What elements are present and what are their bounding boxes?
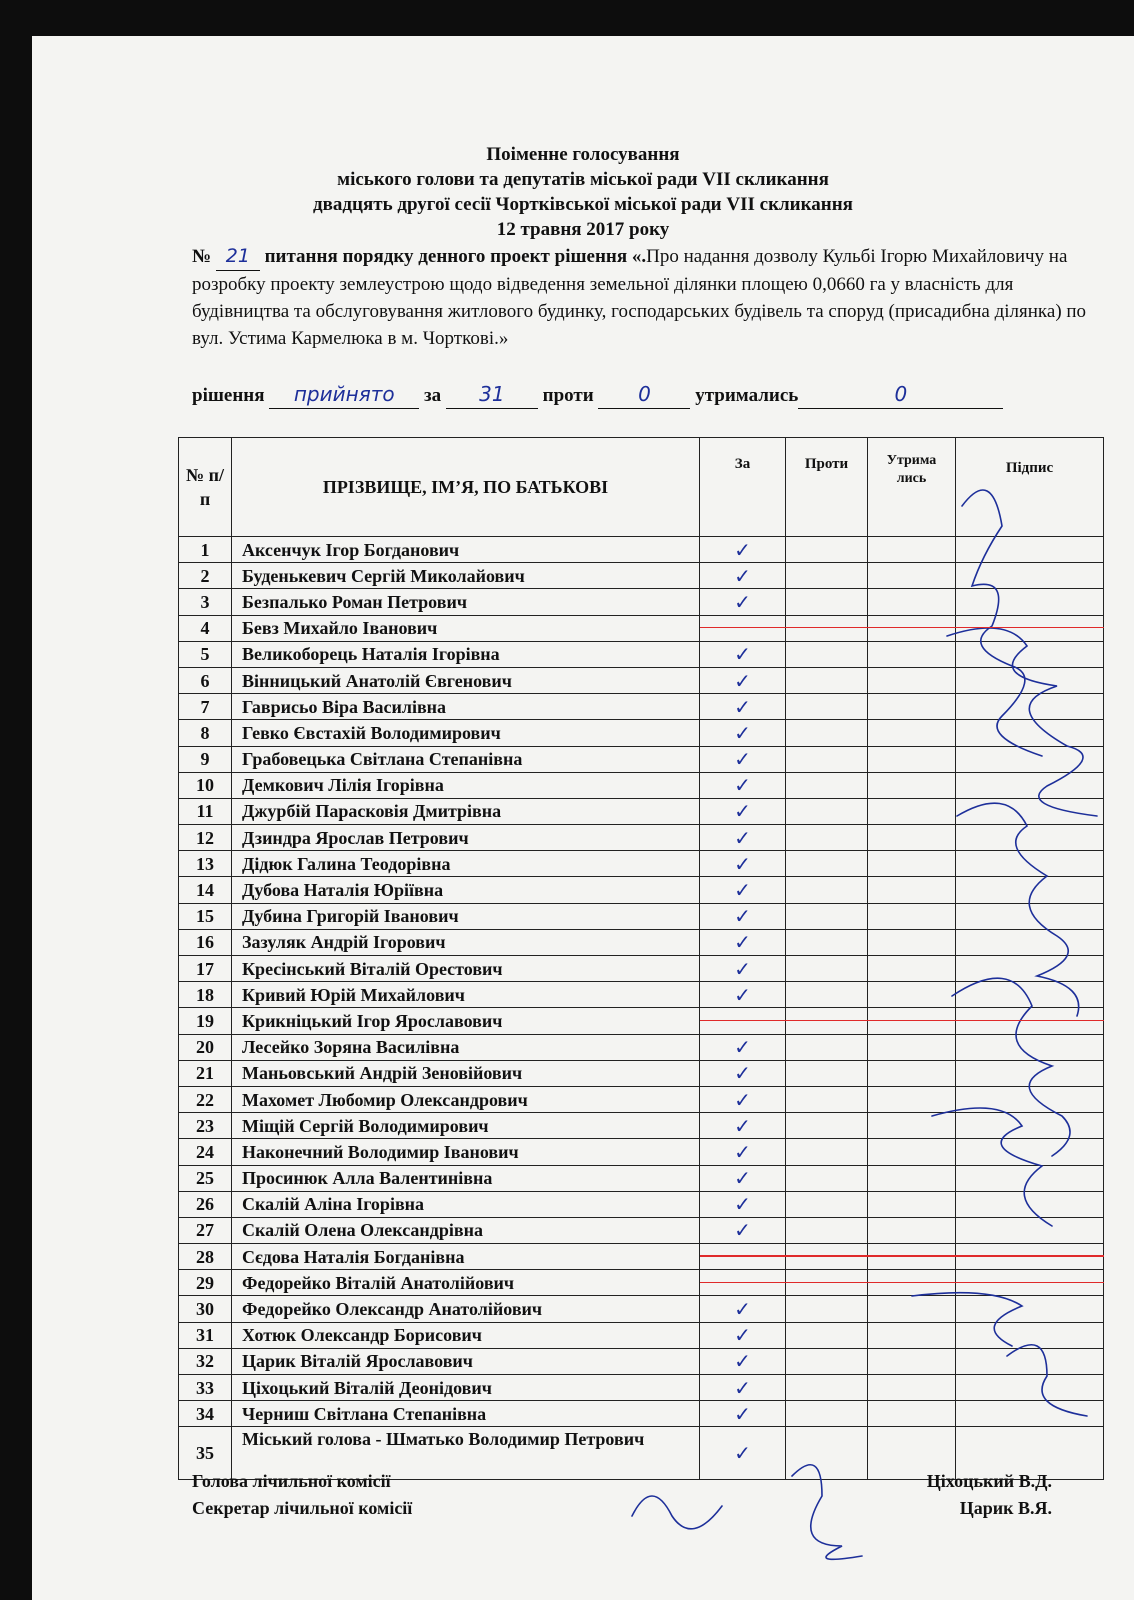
signature-cell [956,825,1104,851]
table-row [179,877,1104,903]
vote-abstain-cell [868,746,956,772]
vote-abstain-cell [868,851,956,877]
deputy-name: Грабовецька Світлана Степанівна [232,746,700,772]
vote-against-cell [786,929,868,955]
row-number: 32 [179,1348,232,1374]
deputy-name: Федорейко Віталій Анатолійович [232,1270,700,1296]
vote-against-cell [786,537,868,563]
table-row [179,1165,1104,1191]
table-row [179,798,1104,824]
row-number: 5 [179,641,232,667]
row-number: 23 [179,1113,232,1139]
table-row [179,982,1104,1008]
vote-for-cell: ✓ [700,1060,786,1086]
signature-cell [956,720,1104,746]
vote-for-cell: ✓ [700,851,786,877]
table-row [179,589,1104,615]
signature-cell [956,1060,1104,1086]
signature-cell [956,851,1104,877]
vote-for-cell: ✓ [700,537,786,563]
row-number: 20 [179,1034,232,1060]
row-number: 31 [179,1322,232,1348]
signature-cell [956,563,1104,589]
deputy-name: Дзиндра Ярослав Петрович [232,825,700,851]
table-row [179,1086,1104,1112]
row-number: 18 [179,982,232,1008]
deputy-name: Махомет Любомир Олександрович [232,1086,700,1112]
signature-cell [956,982,1104,1008]
table-row [179,929,1104,955]
signature-cell [956,1401,1104,1427]
deputy-name: Дідюк Галина Теодорівна [232,851,700,877]
table-row [179,1217,1104,1243]
deputy-name: Міщій Сергій Володимирович [232,1113,700,1139]
signature-cell [956,798,1104,824]
row-number: 12 [179,825,232,851]
signature-cell [956,746,1104,772]
row-number: 33 [179,1375,232,1401]
vote-for-cell: ✓ [700,1086,786,1112]
row-number: 27 [179,1217,232,1243]
signature-cell [956,537,1104,563]
row-number: 11 [179,798,232,824]
vote-against-cell [786,1217,868,1243]
vote-against-cell [786,746,868,772]
abstain-label: утримались [695,385,799,406]
deputy-name: Гаврисьо Віра Василівна [232,694,700,720]
vote-abstain-cell [868,798,956,824]
row-number: 35 [179,1427,232,1480]
for-label: за [424,385,442,406]
vote-abstain-cell [868,589,956,615]
table-row [179,563,1104,589]
deputy-name: Кресінський Віталій Орестович [232,956,700,982]
header-signature: Підпис [956,438,1104,537]
deputy-name: Буденькевич Сергій Миколайович [232,563,700,589]
vote-for-cell: ✓ [700,1139,786,1165]
vote-for-cell: ✓ [700,667,786,693]
issue-text: Про надання дозволу Кульбі Ігорю Михайловичу на розробку проекту землеустрою щодо відведення земельної ділянки площею 0,0660 га у власність для будівництва та обслуговування житлового будинку, господарських будівель та споруд (присадибна ділянка) по вул. Устима Кармелюка в м. Чорткові.» [192,246,1087,349]
signature-cell [956,694,1104,720]
decision-line [192,380,1112,410]
abstain-count: 0 [798,380,1003,409]
row-number: 7 [179,694,232,720]
absent-strike-line [700,627,1104,629]
table-row [179,956,1104,982]
title-line-2: міського голови та депутатів міської ради VII скликання [337,169,829,190]
deputy-name: Гевко Євстахій Володимирович [232,720,700,746]
signature-cell [956,903,1104,929]
deputy-name: Скалій Аліна Ігорівна [232,1191,700,1217]
vote-abstain-cell [868,1034,956,1060]
vote-against-cell [786,772,868,798]
chair-name: Ціхоцький В.Д. [926,1471,1052,1491]
signature-cell [956,1034,1104,1060]
vote-for-cell: ✓ [700,1401,786,1427]
table-row [179,1322,1104,1348]
table-row [179,825,1104,851]
vote-table-body [179,537,1104,1480]
row-number: 3 [179,589,232,615]
signature-cell [956,1165,1104,1191]
vote-abstain-cell [868,956,956,982]
vote-against-cell [786,1139,868,1165]
decision-label: рішення [192,385,265,406]
vote-for-cell: ✓ [700,1348,786,1374]
signature-cell [956,1375,1104,1401]
row-number: 26 [179,1191,232,1217]
signature-cell [956,1322,1104,1348]
vote-abstain-cell [868,982,956,1008]
against-count: 0 [598,380,690,409]
vote-against-cell [786,877,868,903]
vote-abstain-cell [868,1060,956,1086]
row-number: 8 [179,720,232,746]
deputy-name: Крикніцький Ігор Ярославович [232,1008,700,1034]
vote-for-cell: ✓ [700,903,786,929]
row-number: 34 [179,1401,232,1427]
row-number: 16 [179,929,232,955]
agenda-issue [192,243,1112,352]
vote-against-cell [786,798,868,824]
signature-cell [956,589,1104,615]
vote-abstain-cell [868,694,956,720]
table-row [179,1348,1104,1374]
deputy-name: Федорейко Олександр Анатолійович [232,1296,700,1322]
secretary-name: Царик В.Я. [959,1498,1052,1518]
deputy-name: Джурбій Парасковія Дмитрівна [232,798,700,824]
absent-strike-line [700,1255,1104,1257]
vote-abstain-cell [868,1086,956,1112]
title-date: 12 травня 2017 року [496,219,670,240]
signature-cell [956,1348,1104,1374]
header-against: Проти [786,438,868,537]
header-abstain: Утрима лись [868,438,956,537]
vote-against-cell [786,694,868,720]
deputy-name: Просинюк Алла Валентинівна [232,1165,700,1191]
vote-against-cell [786,1348,868,1374]
deputy-name: Бевз Михайло Іванович [232,615,700,641]
vote-abstain-cell [868,903,956,929]
row-number: 9 [179,746,232,772]
vote-for-cell: ✓ [700,563,786,589]
vote-for-cell: ✓ [700,1217,786,1243]
table-row [179,537,1104,563]
vote-abstain-cell [868,1401,956,1427]
vote-against-cell [786,1401,868,1427]
vote-against-cell [786,903,868,929]
row-number: 25 [179,1165,232,1191]
deputy-name: Царик Віталій Ярославович [232,1348,700,1374]
table-row [179,720,1104,746]
vote-for-cell: ✓ [700,1165,786,1191]
table-row [179,1113,1104,1139]
row-number: 29 [179,1270,232,1296]
deputy-name: Лесейко Зоряна Василівна [232,1034,700,1060]
vote-for-cell: ✓ [700,825,786,851]
deputy-name: Черниш Світлана Степанівна [232,1401,700,1427]
signature-cell [956,956,1104,982]
table-row [179,1139,1104,1165]
row-number: 4 [179,615,232,641]
row-number: 13 [179,851,232,877]
vote-for-cell: ✓ [700,956,786,982]
deputy-name: Наконечний Володимир Іванович [232,1139,700,1165]
issue-heading: питання порядку денного проект рішення «. [264,246,647,267]
deputy-name: Хотюк Олександр Борисович [232,1322,700,1348]
vote-against-cell [786,1165,868,1191]
vote-for-cell: ✓ [700,720,786,746]
vote-abstain-cell [868,1322,956,1348]
vote-abstain-cell [868,772,956,798]
vote-against-cell [786,720,868,746]
vote-against-cell [786,589,868,615]
table-row [179,694,1104,720]
table-row [179,1191,1104,1217]
row-number: 19 [179,1008,232,1034]
signature-cell [956,1086,1104,1112]
vote-for-cell: ✓ [700,1191,786,1217]
vote-against-cell [786,982,868,1008]
vote-for-cell: ✓ [700,1322,786,1348]
absent-strike-line [700,1020,1104,1022]
vote-against-cell [786,1086,868,1112]
deputy-name: Скалій Олена Олександрівна [232,1217,700,1243]
table-row [179,667,1104,693]
vote-against-cell [786,1113,868,1139]
vote-abstain-cell [868,537,956,563]
deputy-name: Міський голова - Шматько Володимир Петрович [232,1427,700,1480]
row-number: 17 [179,956,232,982]
signature-cell [956,1113,1104,1139]
issue-number-sign: № [192,246,212,267]
header-name: ПРІЗВИЩЕ, ІМ’Я, ПО БАТЬКОВІ [232,438,700,537]
vote-abstain-cell [868,1113,956,1139]
vote-abstain-cell [868,641,956,667]
vote-for-cell: ✓ [700,877,786,903]
vote-abstain-cell [868,720,956,746]
signature-cell [956,772,1104,798]
row-number: 15 [179,903,232,929]
vote-against-cell [786,1034,868,1060]
row-number: 28 [179,1244,232,1270]
vote-for-cell: ✓ [700,929,786,955]
header-number: № п/п [179,438,232,537]
vote-against-cell [786,1322,868,1348]
vote-against-cell [786,563,868,589]
vote-against-cell [786,1191,868,1217]
row-number: 6 [179,667,232,693]
vote-for-cell: ✓ [700,1113,786,1139]
vote-abstain-cell [868,929,956,955]
vote-against-cell [786,1296,868,1322]
signature-cell [956,929,1104,955]
vote-against-cell [786,667,868,693]
row-number: 22 [179,1086,232,1112]
vote-abstain-cell [868,1217,956,1243]
absent-strike-line [700,1282,1104,1284]
deputy-name: Демкович Лілія Ігорівна [232,772,700,798]
signature-cell [956,1296,1104,1322]
row-number: 10 [179,772,232,798]
table-row [179,1060,1104,1086]
vote-abstain-cell [868,1165,956,1191]
title-line-3: двадцять другої сесії Чортківської міської ради VII скликання [313,194,853,215]
deputy-name: Кривий Юрій Михайлович [232,982,700,1008]
vote-for-cell: ✓ [700,982,786,1008]
vote-against-cell [786,956,868,982]
vote-abstain-cell [868,1348,956,1374]
signature-cell [956,1139,1104,1165]
row-number: 1 [179,537,232,563]
vote-abstain-cell [868,825,956,851]
vote-against-cell [786,825,868,851]
vote-table [178,437,1104,1480]
deputy-name: Вінницький Анатолій Євгенович [232,667,700,693]
row-number: 2 [179,563,232,589]
row-number: 24 [179,1139,232,1165]
document-page [32,36,1134,1600]
table-row [179,851,1104,877]
vote-for-cell: ✓ [700,1375,786,1401]
table-row [179,1034,1104,1060]
vote-abstain-cell [868,1375,956,1401]
vote-for-cell: ✓ [700,1296,786,1322]
vote-abstain-cell [868,1191,956,1217]
vote-for-cell: ✓ [700,641,786,667]
vote-abstain-cell [868,667,956,693]
deputy-name: Дубова Наталія Юріївна [232,877,700,903]
deputy-name: Безпалько Роман Петрович [232,589,700,615]
deputy-name: Ціхоцький Віталій Деонідович [232,1375,700,1401]
table-row [179,641,1104,667]
vote-abstain-cell [868,877,956,903]
against-label: проти [542,385,594,406]
title-line-1: Поіменне голосування [486,144,680,165]
deputy-name: Зазуляк Андрій Ігорович [232,929,700,955]
table-row [179,1375,1104,1401]
vote-against-cell [786,1375,868,1401]
vote-abstain-cell [868,1296,956,1322]
table-row [179,903,1104,929]
deputy-name: Сєдова Наталія Богданівна [232,1244,700,1270]
vote-for-cell: ✓ [700,798,786,824]
row-number: 21 [179,1060,232,1086]
table-row [179,1401,1104,1427]
secretary-label: Секретар лічильної комісії [192,1498,413,1518]
table-row [179,1296,1104,1322]
signature-cell [956,641,1104,667]
commission-footer [192,1468,1052,1522]
vote-for-cell: ✓ [700,746,786,772]
row-number: 14 [179,877,232,903]
deputy-name: Дубина Григорій Іванович [232,903,700,929]
vote-against-cell [786,851,868,877]
deputy-name: Великоборець Наталія Ігорівна [232,641,700,667]
issue-number: 21 [216,243,260,271]
signature-cell [956,877,1104,903]
signature-cell [956,667,1104,693]
chair-label: Голова лічильної комісії [192,1471,391,1491]
table-row [179,746,1104,772]
vote-for-cell: ✓ [700,694,786,720]
decision-value: прийнято [269,380,419,409]
header-for: За [700,438,786,537]
vote-for-cell: ✓ [700,772,786,798]
signature-cell [956,1217,1104,1243]
for-count: 31 [446,380,538,409]
vote-for-cell: ✓ [700,1427,786,1480]
vote-against-cell [786,641,868,667]
vote-abstain-cell [868,563,956,589]
table-row [179,772,1104,798]
deputy-name: Аксенчук Ігор Богданович [232,537,700,563]
signature-cell [956,1191,1104,1217]
vote-for-cell: ✓ [700,1034,786,1060]
vote-for-cell: ✓ [700,589,786,615]
vote-abstain-cell [868,1139,956,1165]
row-number: 30 [179,1296,232,1322]
vote-against-cell [786,1060,868,1086]
deputy-name: Маньовський Андрій Зеновійович [232,1060,700,1086]
